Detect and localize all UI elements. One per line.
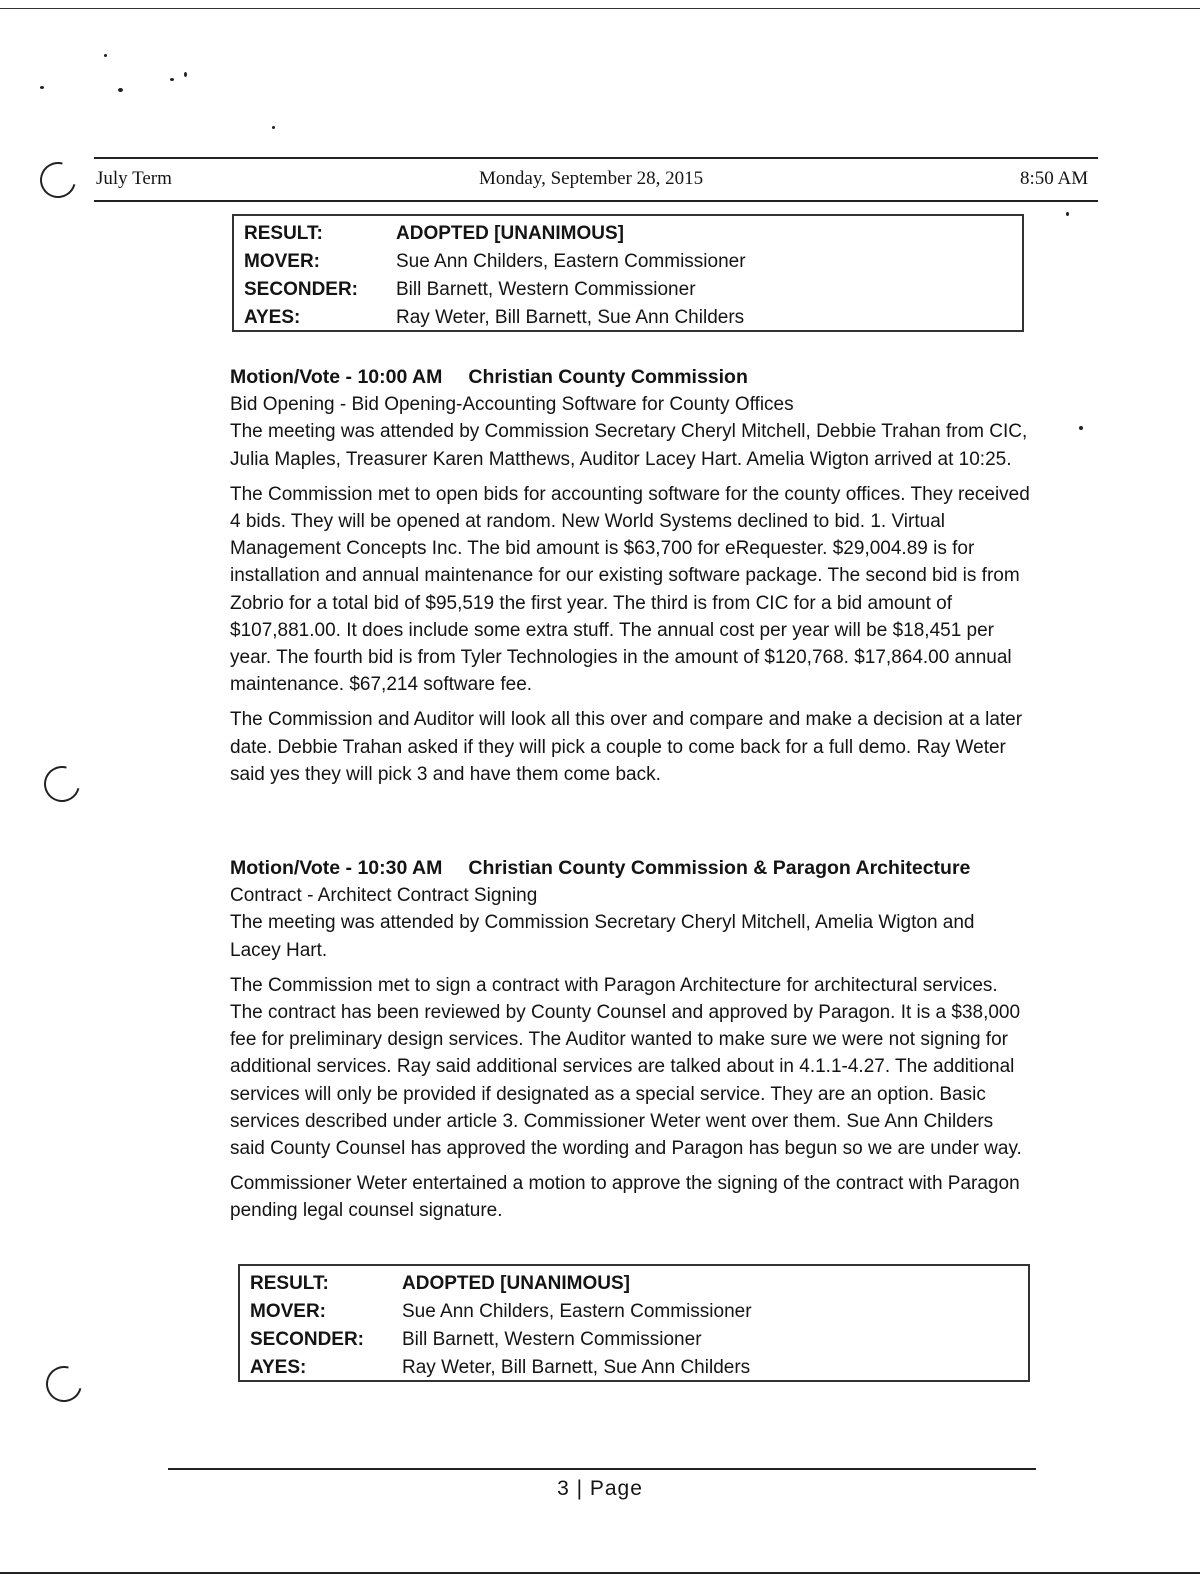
vote-label: MOVER: [250,1301,326,1322]
page-number: 3 | Page [557,1477,643,1500]
scan-speck [118,88,123,92]
header-time: 8:50 AM [1020,168,1089,189]
vote-label: RESULT: [244,223,323,244]
item-heading-time: 10:30 AM [357,857,443,879]
header-term: July Term [96,168,172,189]
header-bottom-rule [94,200,1098,202]
vote-row-seconder [244,276,1010,304]
vote-row-mover [250,1298,1016,1326]
vote-value: ADOPTED [UNANIMOUS] [402,1273,630,1294]
scan-speck [1066,212,1069,216]
vote-label: SECONDER: [244,279,359,300]
vote-row-ayes [250,1354,1016,1382]
item-heading-body: Christian County Commission & Paragon Architecture [468,857,971,879]
vote-value: Ray Weter, Bill Barnett, Sue Ann Childers [396,307,745,328]
vote-label: RESULT: [250,1273,329,1294]
item-subheading: Bid Opening - Bid Opening-Accounting Software for County Offices [230,394,794,416]
scan-speck [1079,426,1083,430]
header-date: Monday, September 28, 2015 [479,168,704,189]
vote-result-box [232,214,1024,332]
vote-row-seconder [250,1326,1016,1354]
vote-value: Bill Barnett, Western Commissioner [396,279,696,300]
vote-value: Ray Weter, Bill Barnett, Sue Ann Childers [402,1357,751,1378]
vote-label: MOVER: [244,251,320,272]
vote-row-mover [244,248,1010,276]
vote-label: AYES: [244,307,301,328]
vote-value: Bill Barnett, Western Commissioner [402,1329,702,1350]
item-paragraph: The Commission met to sign a contract with Paragon Architecture for architectural services. The contract has been reviewed by County Counsel and approved by Paragon. It is a $38,000 fee for preliminary design services. The Auditor wanted to make sure we were not signing for additional services. Ray said additional services are talked about in 4.1.1-4.27. The additional services will only be provided if designated as a special service. They are an option. Basic services described under article 3. Commissioner Weter went over them. Sue Ann Childers said County Counsel has approved the wording and Paragon has begun so we are under way. [230,974,1022,1160]
item-paragraph: The meeting was attended by Commission Secretary Cheryl Mitchell, Debbie Trahan from CIC, Julia Maples, Treasurer Karen Matthews, Auditor Lacey Hart. Amelia Wigton arrived at 10:25. [230,421,1028,470]
header-top-rule [94,157,1098,159]
scan-top-edge [0,8,1200,9]
item-heading [230,364,1030,391]
punch-hole-bottom [39,1359,88,1408]
scan-speck [272,126,275,129]
item-heading-body: Christian County Commission [468,366,748,388]
item-heading-type: Motion/Vote - [230,857,353,879]
vote-value: ADOPTED [UNANIMOUS] [396,223,624,244]
vote-label: SECONDER: [250,1329,365,1350]
item-paragraph: Commissioner Weter entertained a motion to approve the signing of the contract with Paragon pending legal counsel signature. [230,1173,1020,1222]
vote-value: Sue Ann Childers, Eastern Commissioner [396,251,746,272]
item-paragraph: The Commission met to open bids for accounting software for the county offices. They received 4 bids. They will be opened at random. New World Systems declined to bid. 1. Virtual Management Concepts Inc. The bid amount is $63,700 for eRequester. $29,004.89 is for installation and annual maintenance for our existing software package. The second bid is from Zobrio for a total bid of $95,519 the first year. The third is from CIC for a bid amount of $107,881.00. It does include some extra stuff. The annual cost per year will be $18,451 per year. The fourth bid is from Tyler Technologies in the amount of $120,768. $17,864.00 annual maintenance. $67,214 software fee. [230,483,1030,696]
item-paragraph: The Commission and Auditor will look all this over and compare and make a decision at a later date. Debbie Trahan asked if they will pick a couple to come back for a full demo. Ray Weter said yes they will pick 3 and have them come back. [230,709,1023,785]
vote-row-result [250,1270,1016,1298]
agenda-item-architect-contract [230,855,1030,1233]
item-subheading: Contract - Architect Contract Signing [230,885,538,907]
scan-speck [40,86,44,89]
item-heading-type: Motion/Vote - [230,366,353,388]
scan-bottom-edge [0,1572,1200,1574]
vote-result-box [238,1264,1030,1382]
vote-row-ayes [244,304,1010,332]
item-heading [230,855,1030,882]
vote-row-result [244,220,1010,248]
scan-speck [184,72,187,77]
punch-hole-top [33,155,82,204]
item-heading-time: 10:00 AM [357,366,443,388]
item-paragraph: The meeting was attended by Commission Secretary Cheryl Mitchell, Amelia Wigton and Lacey Hart. [230,912,975,961]
punch-hole-middle [37,759,86,808]
agenda-item-bid-opening [230,364,1030,796]
footer-rule [168,1468,1036,1470]
vote-value: Sue Ann Childers, Eastern Commissioner [402,1301,752,1322]
vote-label: AYES: [250,1357,307,1378]
scan-speck [104,54,107,57]
scan-speck [170,78,174,81]
